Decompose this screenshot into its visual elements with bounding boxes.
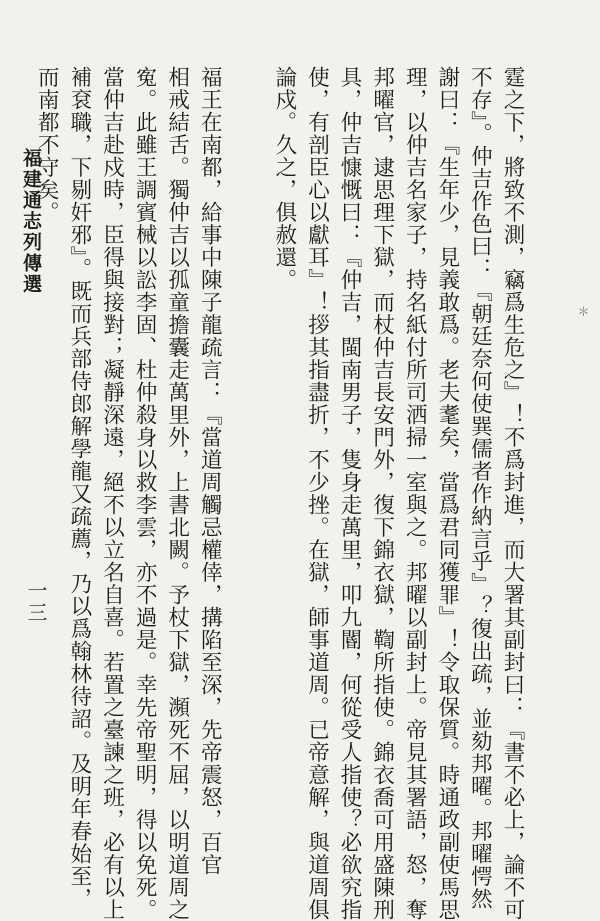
- text-column: 論戍。久之，俱赦還。: [271, 66, 297, 291]
- text-column: 寃。此雖王調賓械以訟李固、杜仲殺身以救李雲，亦不過是。幸先帝聖明，得以免死。: [132, 66, 158, 921]
- margin-mark: ＊: [576, 305, 590, 317]
- text-column: 具，仲吉慷慨曰：『仲吉，閩南男子，隻身走萬里，叩九閽，何從受人指使？必欲究指: [337, 66, 363, 921]
- text-column: 補袞職，下剔奸邪』。既而兵部侍郎解學龍又疏薦，乃以爲翰林待詔。及明年春始至，: [66, 66, 92, 911]
- text-column: 不存』。仲吉作色曰：『朝廷奈何使巽儒者作納言乎』？復出疏，並劾邦曜。邦曜愕然: [467, 66, 493, 911]
- text-column: 邦曜官，逮思理下獄，而杖仲吉長安門外，復下錦衣獄，鞫所指使。錦衣喬可用盛陳刑: [369, 66, 395, 921]
- book-title: 福建通志列傳選: [20, 148, 42, 295]
- text-column-paragraph-start: 福王在南都，給事中陳子龍疏言：『當道周觸忌權倖，搆陷至深，先帝震怒，百官: [197, 66, 223, 876]
- text-column: 謝曰：『生年少，見義敢爲。老夫耄矣，當爲君同獲罪』！令取保質。時通政副使馬思: [434, 66, 460, 921]
- text-column: 而南都不守矣。: [34, 66, 60, 224]
- text-column: 相戒結舌。獨仲吉以孤童擔囊走萬里外，上書北闕。予杖下獄，瀕死不屈，以明道周之: [164, 66, 190, 921]
- text-column: 當仲吉赴戍時，臣得與接對；凝靜深遠，絕不以立名自喜。若置之臺諫之班，必有以上: [99, 66, 125, 921]
- text-column: 霆之下，將致不測，竊爲生危之』！不爲封進，而大署其副封曰：『書不必上，論不可: [500, 66, 525, 921]
- text-column: 使，有剖臣心以獻耳』！拶其指盡折，不少挫。在獄，師事道周。已帝意解，與道周俱: [304, 66, 330, 921]
- text-column: 理，以仲吉名家子，持名紙付所司洒掃一室與之。邦曜以副封上。帝見其署語，怒，奪: [402, 66, 428, 921]
- page-number: 一三: [24, 580, 48, 624]
